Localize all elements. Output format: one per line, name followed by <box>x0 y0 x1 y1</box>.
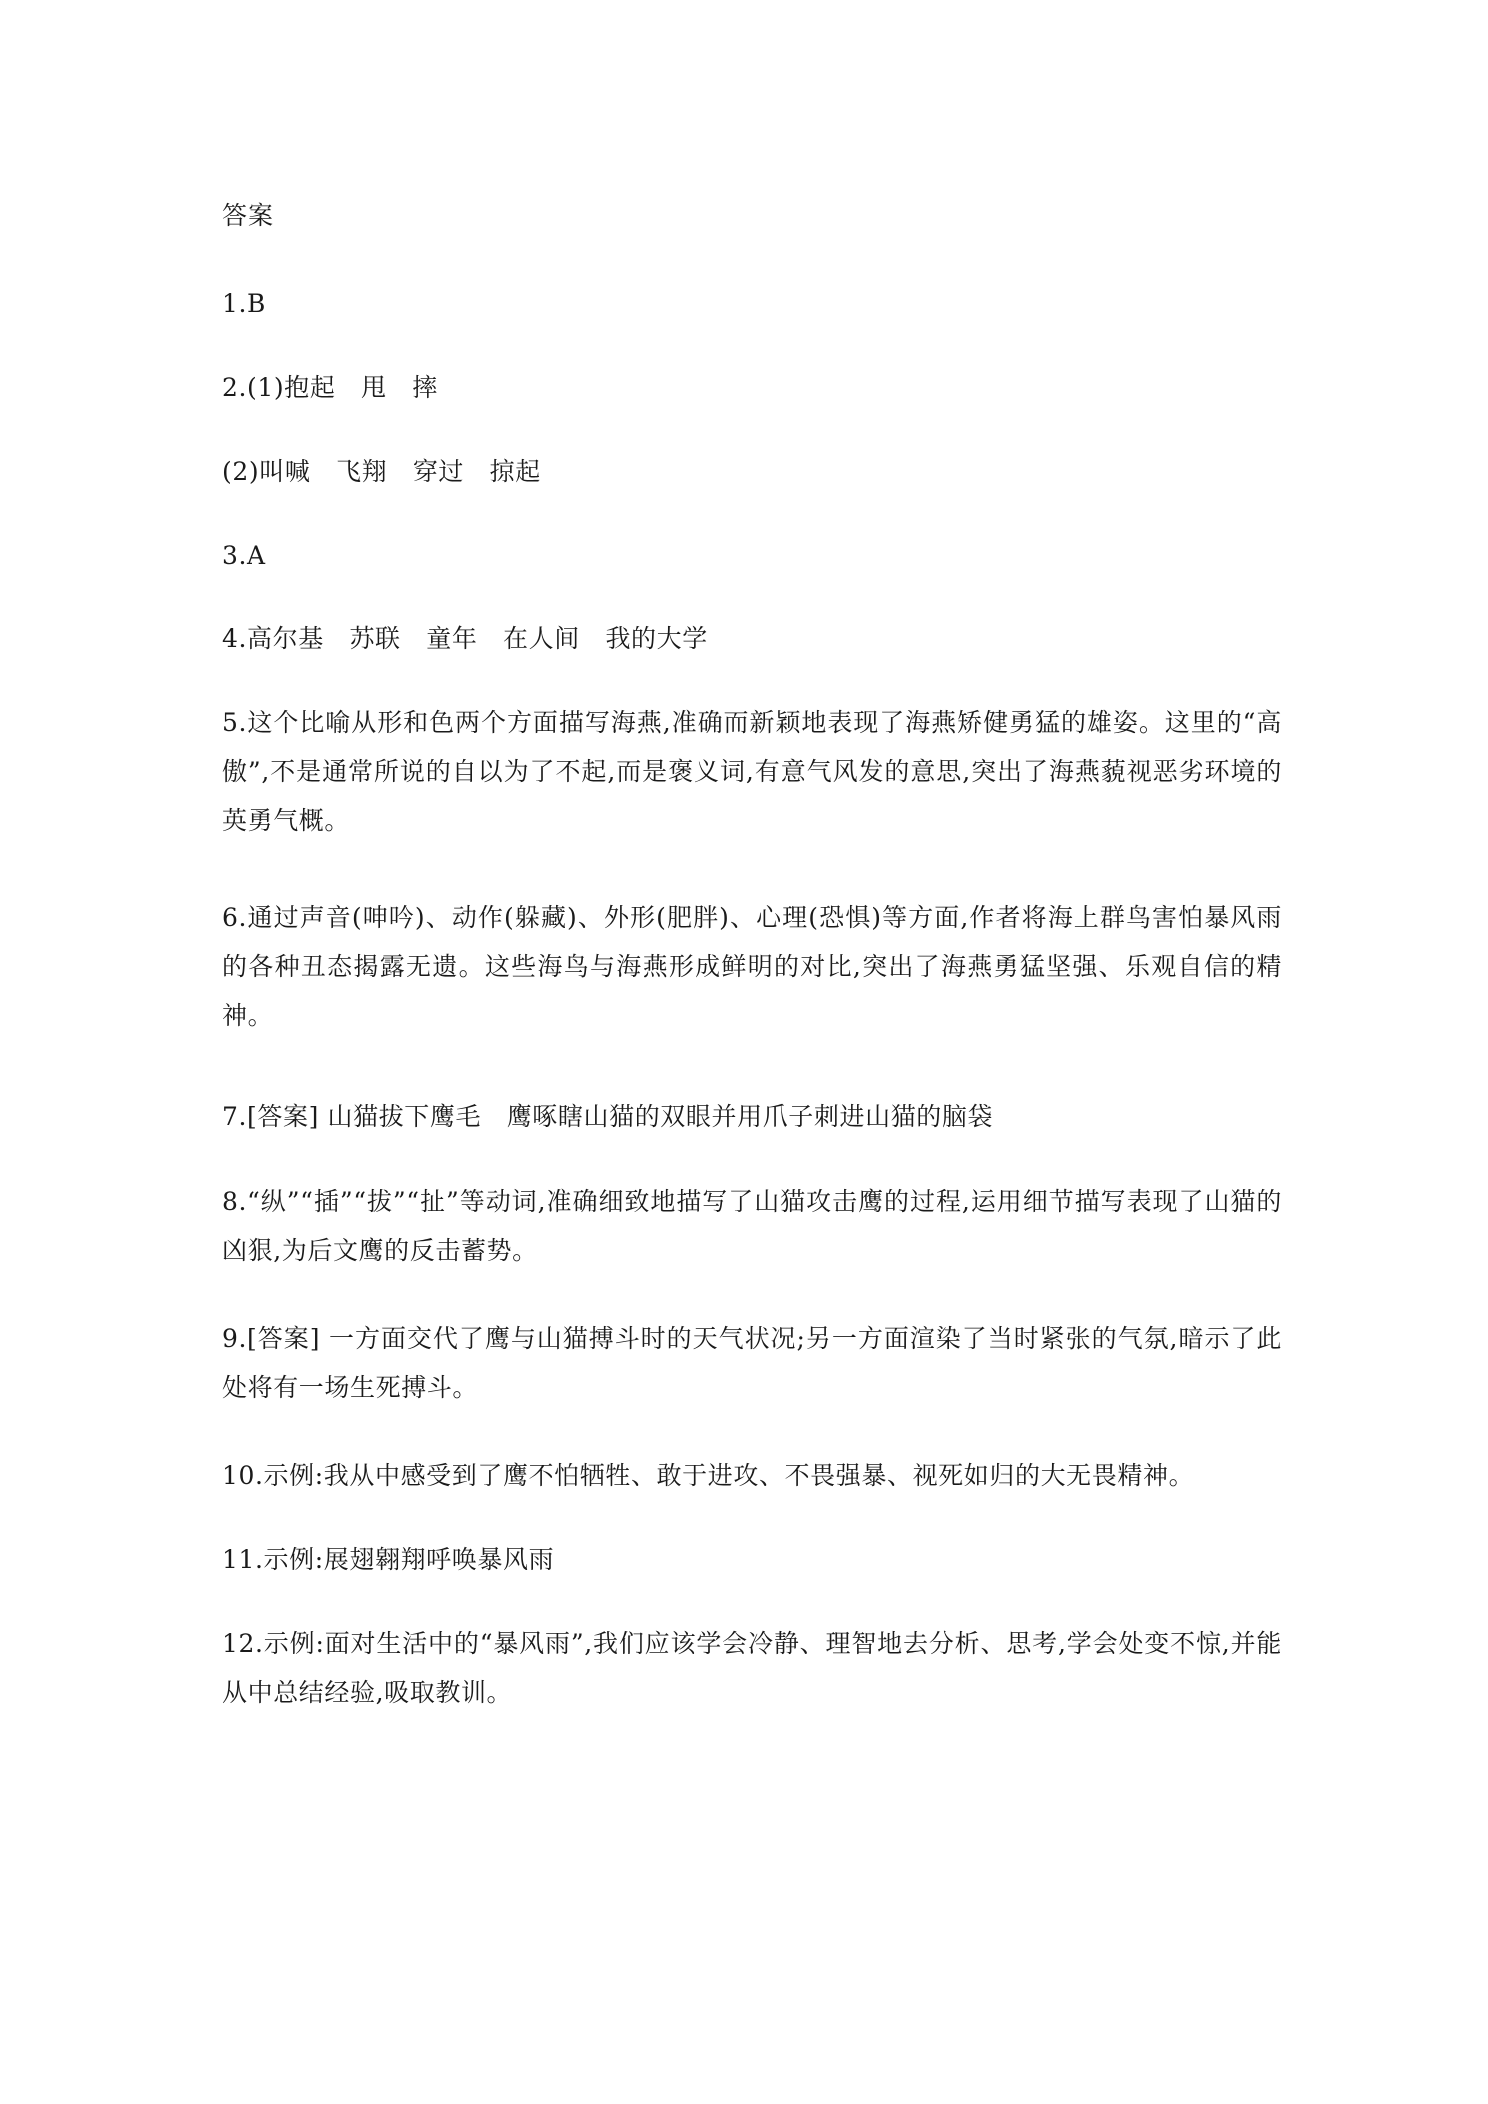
answer-heading: 答案 <box>222 201 275 230</box>
answer-7: 7.[答案] 山猫拔下鹰毛 鹰啄瞎山猫的双眼并用爪子刺进山猫的脑袋 <box>222 1102 994 1131</box>
answer-12: 12.示例:面对生活中的“暴风雨”,我们应该学会冷静、理智地去分析、思考,学会处变不惊,并能从中总结经验,吸取教训。 <box>222 1629 1282 1707</box>
answer-10: 10.示例:我从中感受到了鹰不怕牺牲、敢于进攻、不畏强暴、视死如归的大无畏精神。 <box>222 1461 1195 1490</box>
answer-1: 1.B <box>222 289 267 318</box>
answer-6: 6.通过声音(呻吟)、动作(躲藏)、外形(肥胖)、心理(恐惧)等方面,作者将海上群鸟害怕暴风雨的各种丑态揭露无遗。这些海鸟与海燕形成鲜明的对比,突出了海燕勇猛坚强、乐观自信的精神。 <box>222 903 1282 1030</box>
answer-2-part-1: 2.(1)抱起 甩 摔 <box>222 373 438 402</box>
answer-8: 8.“纵”“插”“拔”“扯”等动词,准确细致地描写了山猫攻击鹰的过程,运用细节描写表现了山猫的凶狠,为后文鹰的反击蓄势。 <box>222 1187 1282 1265</box>
answer-3: 3.A <box>222 541 266 570</box>
answer-5: 5.这个比喻从形和色两个方面描写海燕,准确而新颖地表现了海燕矫健勇猛的雄姿。这里的“高傲”,不是通常所说的自以为了不起,而是褒义词,有意气风发的意思,突出了海燕藐视恶劣环境的英勇气概。 <box>222 708 1282 835</box>
answer-4: 4.高尔基 苏联 童年 在人间 我的大学 <box>222 624 708 653</box>
answer-9: 9.[答案] 一方面交代了鹰与山猫搏斗时的天气状况;另一方面渲染了当时紧张的气氛,暗示了此处将有一场生死搏斗。 <box>222 1324 1282 1402</box>
answer-2-part-2: (2)叫喊 飞翔 穿过 掠起 <box>222 457 541 486</box>
answer-11: 11.示例:展翅翱翔呼唤暴风雨 <box>222 1545 555 1574</box>
